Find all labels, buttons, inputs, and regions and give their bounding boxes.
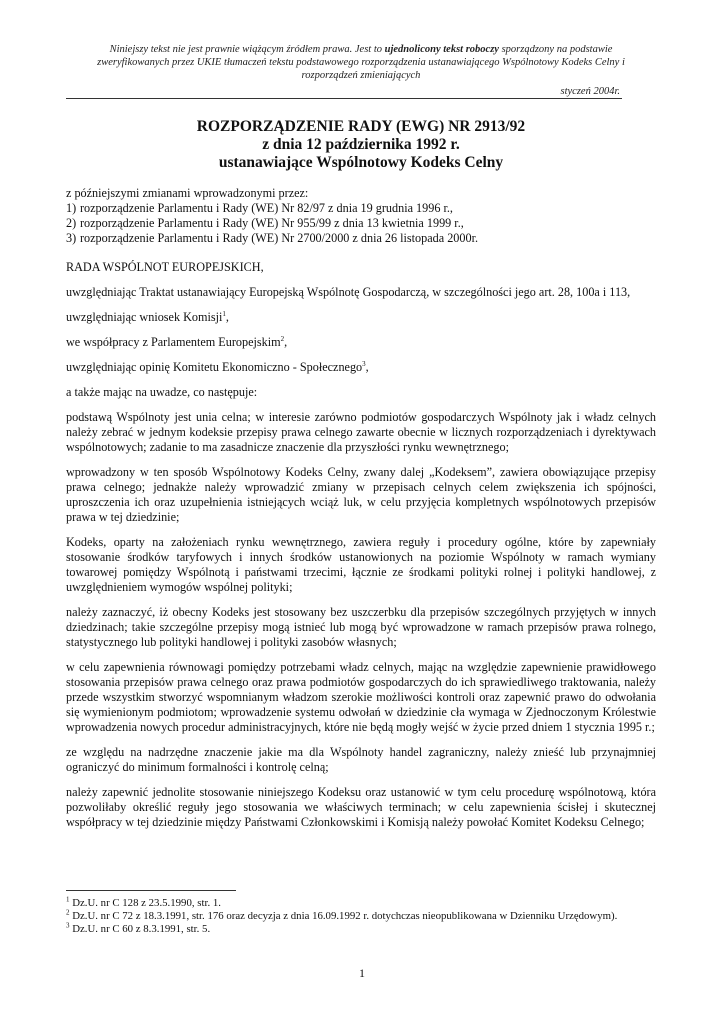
preamble-committee-text: uwzględniając opinię Komitetu Ekonomiczno - Społecznego <box>66 360 363 374</box>
amendment-number: 1) <box>66 201 77 215</box>
footnote-item <box>66 897 656 910</box>
disclaimer-text <box>96 43 626 82</box>
amendment-text: rozporządzenie Parlamentu i Rady (WE) Nr 2700/2000 z dnia 26 listopada 2000r. <box>80 231 479 245</box>
header-date: styczeń 2004r. <box>560 86 620 97</box>
footnote-divider <box>66 890 236 891</box>
title-line-1: ROZPORZĄDZENIE RADY (EWG) NR 2913/92 <box>196 118 526 135</box>
preamble-whereas: a także mając na uwadze, co następuje: <box>66 385 258 399</box>
preamble-treaty: uwzględniając Traktat ustanawiający Europejską Wspólnotę Gospodarczą, w szczególności jego art. 28, 100a i 113, <box>66 285 631 299</box>
title-line-3: ustanawiające Wspólnotowy Kodeks Celny <box>218 154 504 171</box>
footnote-ref[interactable]: 2 <box>280 334 285 343</box>
amendment-item <box>66 216 656 231</box>
amendment-item <box>66 231 656 246</box>
preamble-committee <box>66 360 656 375</box>
footnote-number: 1 <box>66 895 70 904</box>
preamble-commission-text: uwzględniając wniosek Komisji <box>66 310 223 324</box>
footnote-ref[interactable]: 1 <box>222 309 226 318</box>
footnote-item <box>66 923 656 936</box>
recital-7: należy zapewnić jednolite stosowanie niniejszego Kodeksu oraz ustanowić w tym celu procedurę wspólnotową, która pozwoliłaby określić reguły jego stosowania we właściwych terminach; w celu zapewnienia ścisłej i skutecznej współpracy w tej dziedzinie między Państwami Członkowskimi i Komisją należy powołać Komitet Kodeksu Celnego; <box>66 785 656 829</box>
disclaimer-part2: sporządzony na podstawie zweryfikowanych przez UKIE tłumaczeń tekstu podstawowego rozporządzenia ustanawiającego Wspólnotowy Kodeks Celny i rozporządzeń zmieniających <box>97 44 625 81</box>
disclaimer-part1: Niniejszy tekst nie jest prawnie wiążącym źródłem prawa. Jest to <box>109 44 385 55</box>
footnote-number: 2 <box>66 908 70 917</box>
recital-4: należy zaznaczyć, iż obecny Kodeks jest stosowany bez uszczerbku dla przepisów szczególnych przyjętych w innych dziedzinach; takie szczególne przepisy mogą istnieć lub mogą być wprowadzone w ramach przepisów prawa rolnego, statystycznego lub polityki handlowej i polityki zasobów własnych; <box>66 605 656 649</box>
recital-5: w celu zapewnienia równowagi pomiędzy potrzebami władz celnych, mając na względzie zapewnienie prawidłowego stosowania przepisów prawa celnego oraz prawa podmiotów gospodarczych do ich sprawiedliwego traktowania, należy przede wszystkim stworzyć wspomnianym władzom szerokie możliwości kontroli oraz zapewnić prawo do odwołania się wymienionym podmiotom; wprowadzenie systemu odwołań w dziedzinie cła wymaga w Zjednoczonym Królestwie wprowadzenia nowych procedur administracyjnych, które nie będą mogły wejść w życie przed dniem 1 stycznia 1995 r.; <box>66 660 656 734</box>
recital-2: wprowadzony w ten sposób Wspólnotowy Kodeks Celny, zwany dalej „Kodeksem”, zawiera obowiązujące przepisy prawa celnego; jednakże należy wprowadzić zmiany w przepisach celnych celem zwiększenia ich spójności, uproszczenia ich oraz uzupełnienia istniejących wciąż luk, w celu przyjęcia kompletnych wspólnotowych przepisów prawa w tej dziedzinie; <box>66 465 656 524</box>
footnote-number: 3 <box>66 921 70 930</box>
footnote-text: Dz.U. nr C 60 z 8.3.1991, str. 5. <box>69 923 211 935</box>
recital-1: podstawą Wspólnoty jest unia celna; w interesie zarówno podmiotów gospodarczych Wspólnoty jak i władz celnych należy zebrać w jednym kodeksie przepisy prawa celnego zawarte obecnie w licznych rozporządzeniach i dyrektywach wspólnotowych; zadanie to ma zasadnicze znaczenie dla przyszłości rynku wewnętrznego; <box>66 410 656 454</box>
amendment-number: 2) <box>66 216 77 230</box>
amendment-text: rozporządzenie Parlamentu i Rady (WE) Nr 955/99 z dnia 13 kwietnia 1999 r., <box>80 216 464 230</box>
preamble-parliament-text: we współpracy z Parlamentem Europejskim <box>66 335 281 349</box>
footnote-text: Dz.U. nr C 72 z 18.3.1991, str. 176 oraz decyzja z dnia 16.09.1992 r. dotychczas nieopublikowana w Dzienniku Urzędowym). <box>69 910 618 922</box>
recital-6: ze względu na nadrzędne znaczenie jakie ma dla Wspólnoty handel zagraniczny, należy znieść lub przynajmniej ograniczyć do minimum formalności i kontrolę celną; <box>66 745 656 774</box>
punctuation: , <box>284 335 288 349</box>
amendment-item <box>66 201 656 216</box>
council-heading: RADA WSPÓLNOT EUROPEJSKICH, <box>66 260 264 274</box>
amendment-text: rozporządzenie Parlamentu i Rady (WE) Nr 82/97 z dnia 19 grudnia 1996 r., <box>80 201 453 215</box>
footnote-text: Dz.U. nr C 128 z 23.5.1990, str. 1. <box>69 897 221 909</box>
recital-3: Kodeks, oparty na założeniach rynku wewnętrznego, zawiera reguły i procedury ogólne, które by zapewniały stosowanie środków taryfowych i innych środków ustanowionych na poziomie Wspólnoty w ramach wymiany towarowej pomiędzy Wspólnotą i państwami trzecimi, łącznie ze środkami polityki rolnej i polityki handlowej, z uwzględnieniem wymogów wspólnej polityki; <box>66 535 656 594</box>
footnote-ref[interactable]: 3 <box>362 359 366 368</box>
footnotes <box>66 897 656 936</box>
page-number: 1 <box>359 966 365 980</box>
header-divider <box>66 98 622 99</box>
preamble-parliament <box>66 335 656 350</box>
document-title <box>66 118 656 172</box>
amendment-number: 3) <box>66 231 77 245</box>
footnote-item <box>66 910 656 923</box>
punctuation: , <box>225 310 229 324</box>
punctuation: , <box>365 360 369 374</box>
title-line-2: z dnia 12 października 1992 r. <box>262 136 460 153</box>
document-body <box>66 186 656 830</box>
preamble-commission <box>66 310 656 325</box>
amendments-intro: z późniejszymi zmianami wprowadzonymi przez: <box>66 186 309 200</box>
amendments-list <box>66 186 656 246</box>
disclaimer-bold: ujednolicony tekst roboczy <box>384 44 499 55</box>
